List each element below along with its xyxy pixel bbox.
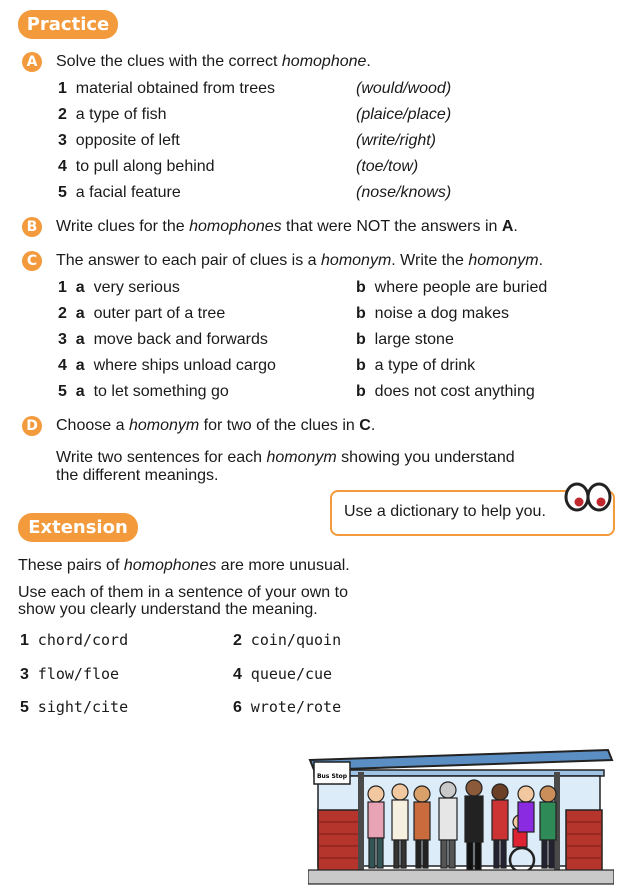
- c-item-2-b: b noise a dog makes: [356, 305, 509, 322]
- c-item-5-b: b does not cost anything: [356, 383, 535, 400]
- c-item-5-a: 5 a to let something go: [58, 383, 229, 400]
- c-item-3-b: b large stone: [356, 331, 454, 348]
- a-item-3: 3 opposite of left: [58, 132, 180, 149]
- extension-item-5: 5 sight/cite: [20, 698, 129, 716]
- section-d-badge: D: [22, 416, 42, 436]
- bus-stop-illustration: [308, 742, 614, 888]
- c-item-4-b: b a type of drink: [356, 357, 476, 374]
- extension-item-4: 4 queue/cue: [233, 665, 333, 683]
- extension-item-2: 2 coin/quoin: [233, 631, 342, 649]
- section-b-instruction: Write clues for the homophones that were NOT the answers in A.: [56, 218, 518, 235]
- c-item-2-a: 2 a outer part of a tree: [58, 305, 226, 322]
- c-item-3-a: 3 a move back and forwards: [58, 331, 268, 348]
- section-d-instruction: Choose a homonym for two of the clues in C.: [56, 417, 376, 434]
- a-item-2: 2 a type of fish: [58, 106, 167, 123]
- a-item-1-options: (would/wood): [356, 80, 452, 97]
- section-d-line2: Write two sentences for each homonym showing you understand: [56, 449, 515, 466]
- a-item-4: 4 to pull along behind: [58, 158, 215, 175]
- a-item-5-options: (nose/knows): [356, 184, 452, 201]
- a-item-2-options: (plaice/place): [356, 106, 452, 123]
- section-c-instruction: The answer to each pair of clues is a homonym. Write the homonym.: [56, 252, 544, 269]
- a-item-5: 5 a facial feature: [58, 184, 181, 201]
- googly-eyes-icon: [563, 480, 613, 514]
- section-d-line3: the different meanings.: [56, 467, 219, 484]
- c-item-1-b: b where people are buried: [356, 279, 548, 296]
- extension-item-1: 1 chord/cord: [20, 631, 129, 649]
- extension-item-6: 6 wrote/rote: [233, 698, 342, 716]
- dictionary-tip-text: Use a dictionary to help you.: [344, 503, 546, 520]
- bus-stop-sign: Bus Stop: [316, 773, 348, 780]
- a-item-4-options: (toe/tow): [356, 158, 419, 175]
- extension-heading: Extension: [18, 513, 138, 542]
- extension-line3: show you clearly understand the meaning.: [18, 601, 318, 618]
- section-c-badge: C: [22, 251, 42, 271]
- extension-line2: Use each of them in a sentence of your own to: [18, 584, 348, 601]
- section-a-badge: A: [22, 52, 42, 72]
- extension-item-3: 3 flow/floe: [20, 665, 120, 683]
- a-item-3-options: (write/right): [356, 132, 437, 149]
- c-item-1-a: 1 a very serious: [58, 279, 180, 296]
- c-item-4-a: 4 a where ships unload cargo: [58, 357, 276, 374]
- a-item-1: 1 material obtained from trees: [58, 80, 275, 97]
- section-a-instruction: Solve the clues with the correct homophone.: [56, 53, 371, 70]
- extension-line1: These pairs of homophones are more unusual.: [18, 557, 350, 574]
- section-b-badge: B: [22, 217, 42, 237]
- practice-heading: Practice: [18, 10, 118, 39]
